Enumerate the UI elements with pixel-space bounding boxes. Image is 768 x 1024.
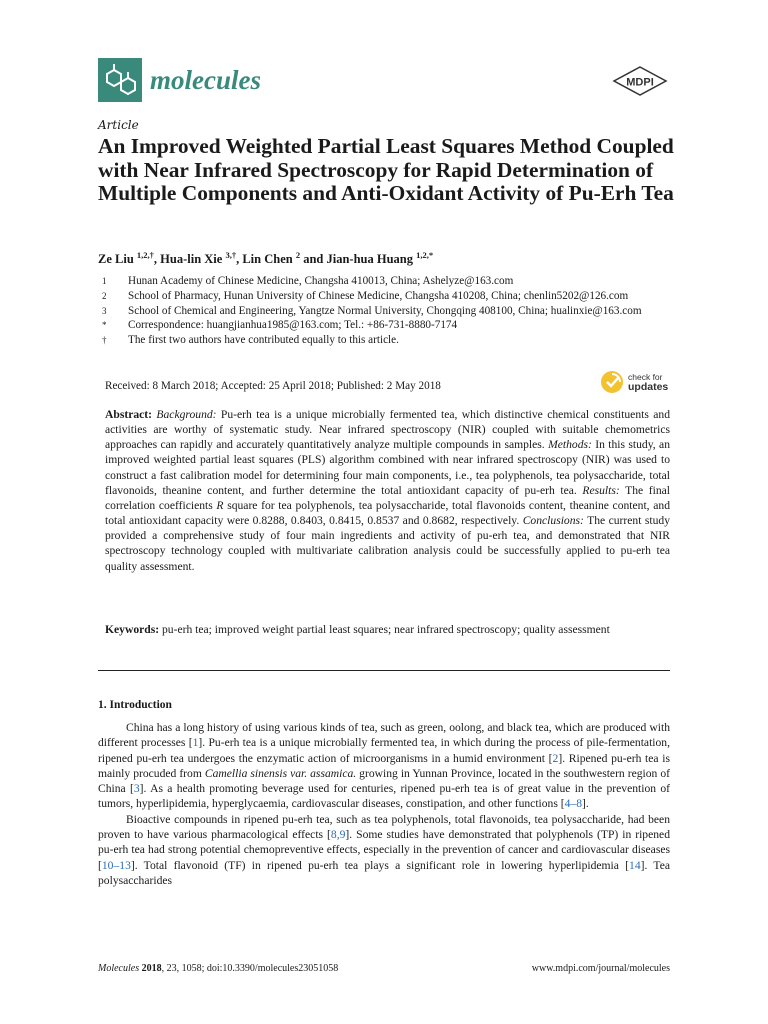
footer-journal-name: Molecules bbox=[98, 963, 140, 974]
body-text: growing in Yunnan Province, located in the southwestern region of China [ bbox=[98, 766, 670, 796]
body-text: Bioactive compounds in ripened pu-erh tea, such as tea polyphenols, total flavonoids, tea polysaccharide, had been proven to have various pharmacological effects [ bbox=[98, 812, 670, 842]
citation-link[interactable]: 8,9 bbox=[330, 828, 346, 842]
publisher-name: MDPI bbox=[626, 76, 654, 89]
check-updates-icon bbox=[600, 370, 624, 394]
mdpi-logo[interactable] bbox=[612, 66, 668, 100]
abstract-label: Abstract: bbox=[105, 408, 153, 421]
paragraph bbox=[98, 812, 670, 888]
check-for-updates-badge[interactable] bbox=[600, 370, 668, 394]
background-text: Pu-erh tea is a unique microbially fermented tea, which distinctive chemical constituents and activities are worthy of systematic study. Near infrared spectroscopy (NIR) coupled with suitable chemometrics approaches can rapidly and accurately quantitatively analyze multiple compounds in samples. bbox=[105, 408, 670, 452]
correspondence-text: Correspondence: huangjianhua1985@163.com; Tel.: +86-731-8880-7174 bbox=[128, 319, 458, 332]
conclusions-label: Conclusions: bbox=[522, 514, 584, 528]
equal-contribution-note: The first two authors have contributed equally to this article. bbox=[128, 334, 399, 347]
affiliation-item bbox=[98, 274, 678, 289]
author-affiliation-mark: 1,2,† bbox=[136, 250, 154, 260]
body-text: ]. Ripened pu-erh tea is mainly procuded from bbox=[98, 751, 671, 780]
results-text: The final correlation coefficients bbox=[105, 483, 670, 512]
affiliation-item bbox=[98, 333, 678, 348]
results-label: Results: bbox=[582, 483, 620, 497]
citation-link[interactable]: 2 bbox=[552, 751, 559, 765]
affiliation-mark: 3 bbox=[102, 305, 107, 316]
affiliation-mark: * bbox=[102, 320, 107, 331]
methods-text: In this study, an improved weighted partial least squares (PLS) algorithm combined with near infrared spectroscopy (NIR) was used to construct a fast calibration model for determining four main components, i.e., tea polyphenols, tea polysaccharide, total flavonoids, theanine content, and further determine the total antioxidant capacity of pu-erh tea. bbox=[105, 438, 670, 497]
section-divider bbox=[98, 670, 670, 671]
affiliation-text: School of Pharmacy, Hunan University of Chinese Medicine, Changsha 410208, China; chenlin5202@126.com bbox=[128, 289, 629, 302]
check-updates-line1: check for bbox=[628, 372, 663, 382]
methods-label: Methods: bbox=[548, 438, 592, 452]
affiliation-list bbox=[98, 274, 678, 348]
species-name: Camellia sinensis var. assamica. bbox=[204, 766, 357, 780]
introduction-body bbox=[98, 720, 670, 888]
body-text: ]. Total flavonoid (TF) in ripened pu-erh tea plays a significant role in lowering hyperlipidemia [ bbox=[130, 858, 630, 872]
affiliation-item bbox=[98, 304, 678, 319]
author-name: Jian-hua Huang bbox=[326, 252, 413, 267]
author-name: Hua-lin Xie bbox=[160, 252, 223, 267]
keywords-text: pu-erh tea; improved weight partial least squares; near infrared spectroscopy; quality assessment bbox=[159, 623, 610, 636]
background-label: Background: bbox=[156, 408, 217, 421]
footer-citation-text: 2018, 23, 1058; doi:10.3390/molecules23051058 bbox=[141, 963, 339, 974]
author-list: Ze Liu $^{1,2,\dagger}$, Hua-lin Xie $^{3,\dagger}$, Lin Chen $^2$ and Jian-hua Huang $^{1,2,*}$ bbox=[98, 250, 434, 267]
author-affiliation-mark: 3,† bbox=[225, 250, 237, 260]
body-text: ]. Tea polysaccharides bbox=[98, 858, 670, 887]
citation-link[interactable]: 10–13 bbox=[101, 858, 131, 872]
abstract bbox=[105, 407, 670, 574]
results-r-symbol: R bbox=[216, 498, 224, 512]
article-type: Article bbox=[98, 118, 139, 132]
footer-journal-url[interactable]: www.mdpi.com/journal/molecules bbox=[531, 963, 670, 974]
affiliation-mark: 2 bbox=[102, 290, 107, 301]
body-text: ]. Some studies have demonstrated that polyphenols (TP) in ripened pu-erh tea had strong potential chemopreventive effects, especially in the prevention of cancer and cardiovascular diseases [ bbox=[98, 828, 670, 872]
check-updates-line2: updates bbox=[628, 381, 669, 393]
body-text: China has a long history of using various kinds of tea, such as green, oolong, and black tea, which are produced with different processes [ bbox=[98, 721, 670, 750]
results-text: square for tea polyphenols, tea polysaccharide, total flavonoids content, theanine content, and total antioxidant capacity were 0.8288, 0.8403, 0.8415, 0.8537 and 0.8682, respectively. bbox=[105, 498, 670, 528]
author-affiliation-mark: 2 bbox=[295, 250, 301, 260]
body-text: ]. Pu-erh tea is a unique microbially fermented tea, in which during the process of pile-fermentation, ripened pu-erh tea undergoes the enzymatic action of microorganisms in a humid environment [ bbox=[98, 736, 670, 765]
affiliation-item bbox=[98, 289, 678, 304]
journal-logo[interactable] bbox=[98, 58, 261, 102]
molecule-icon bbox=[98, 58, 142, 102]
paragraph bbox=[98, 720, 670, 812]
author-affiliation-mark: 1,2,* bbox=[416, 250, 434, 260]
footer-citation bbox=[98, 963, 338, 974]
publication-dates: Received: 8 March 2018; Accepted: 25 April 2018; Published: 2 May 2018 bbox=[105, 380, 441, 392]
author-name: Ze Liu bbox=[98, 252, 134, 267]
body-text: ]. As a health promoting beverage used for centuries, ripened pu-erh tea is of great value in the prevention of tumors, hyperlipidemia, hyperglycaemia, cardiovascular diseases, constipation, and other functions [ bbox=[98, 782, 671, 811]
affiliation-text: School of Chemical and Engineering, Yangtze Normal University, Chongqing 408100, China; hualinxie@163.com bbox=[128, 304, 642, 317]
paper-title: An Improved Weighted Partial Least Squares Method Coupled with Near Infrared Spectroscopy for Rapid Determination of Multiple Components and Anti-Oxidant Activity of Pu-Erh Tea bbox=[98, 134, 674, 205]
citation-link[interactable]: 4–8 bbox=[564, 797, 583, 811]
affiliation-mark: 1 bbox=[102, 276, 107, 286]
author-name: Lin Chen bbox=[242, 252, 293, 267]
body-text: ]. bbox=[582, 797, 589, 811]
section-heading: 1. Introduction bbox=[98, 699, 172, 711]
citation-link[interactable]: 1 bbox=[192, 736, 199, 750]
journal-name: molecules bbox=[150, 64, 261, 95]
affiliation-item bbox=[98, 318, 678, 333]
affiliation-text: Hunan Academy of Chinese Medicine, Changsha 410013, China; Ashelyze@163.com bbox=[128, 275, 514, 287]
keywords bbox=[105, 622, 670, 637]
conclusions-text: The current study provided a comprehensive study of four main ingredients and activity of pu-erh tea, and demonstrated that NIR spectroscopy technology coupled with multivariate calibration analysis could be successfully applied to pu-erh tea quality assessment. bbox=[105, 514, 671, 573]
keywords-label: Keywords: bbox=[105, 623, 160, 636]
citation-link[interactable]: 14 bbox=[629, 858, 641, 872]
affiliation-mark: † bbox=[102, 335, 107, 346]
citation-link[interactable]: 3 bbox=[133, 782, 140, 796]
